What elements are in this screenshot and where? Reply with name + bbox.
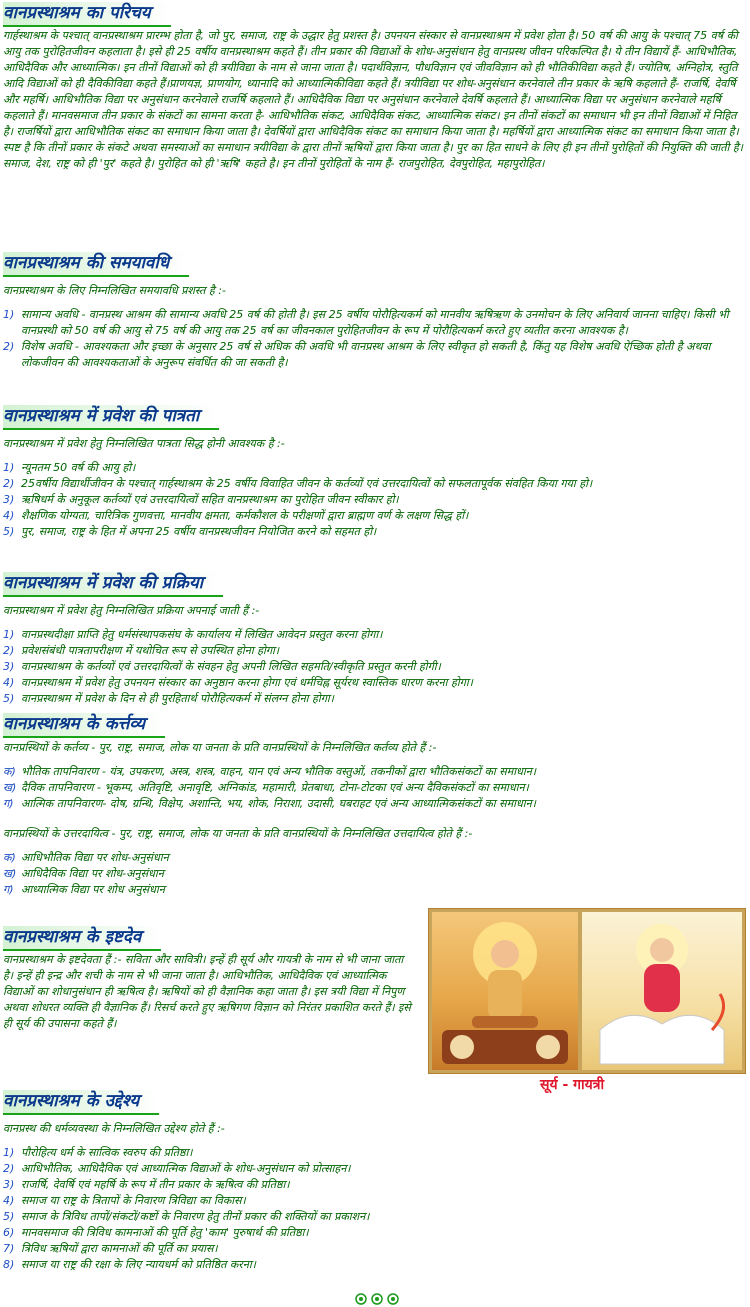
list-item [3, 796, 746, 812]
list-item-text: आधिभौतिक विद्या पर शोध-अनुसंधान [21, 851, 169, 864]
list-item [3, 524, 746, 540]
gayatri-image [582, 912, 742, 1070]
eligibility-list [3, 460, 746, 540]
list-marker: 5) [3, 692, 15, 705]
list-marker: ग) [3, 883, 14, 896]
section-heading: वानप्रस्थाश्रम में प्रवेश की प्रक्रिया [3, 572, 223, 597]
list-item [3, 339, 746, 371]
gayatri-figure [582, 912, 742, 1070]
list-item-text: वानप्रस्थाश्रम में प्रवेश के दिन से ही पुरहितार्थ पोरौहित्यकर्म में संलग्न होना होगा। [21, 692, 334, 705]
list-item [3, 1193, 746, 1209]
section-heading: वानप्रस्थाश्रम की समयावधि [3, 252, 189, 277]
list-item [3, 780, 746, 796]
responsibilities-list [3, 850, 746, 898]
list-item-text: भौतिक तापनिवारण - यंत्र, उपकरण, अस्त्र, शस्त्र, वाहन, यान एवं अन्य भौतिक वस्तुओं, तकनीकों द्वारा भौतिकसंकटों का समाधान। [21, 765, 536, 778]
list-item [3, 1145, 746, 1161]
section-objectives [3, 1090, 746, 1273]
list-marker: 5) [3, 1210, 15, 1223]
section-deities [3, 926, 415, 1032]
list-marker: 4) [3, 1194, 15, 1207]
list-marker: 1) [3, 461, 15, 474]
list-item-text: पौरोहित्य धर्म के सात्विक स्वरुप की प्रतिष्ठा। [21, 1146, 193, 1159]
section-heading: वानप्रस्थाश्रम के उद्देश्य [3, 1090, 159, 1115]
list-marker: 1) [3, 628, 15, 641]
list-marker: 2) [3, 340, 15, 353]
section-intro: वानप्रस्थियों के कर्तव्य - पुर, राष्ट्र, समाज, लोक या जनता के प्रति वानप्रस्थियों के निम्नलिखित कर्तव्य होते हैं :- [3, 741, 437, 754]
list-item-text: समाज या राष्ट्र के त्रितापों के निवारण त्रिविद्या का विकास। [21, 1194, 246, 1207]
intro-paragraph: गार्हस्थाश्रम के पश्चात् वानप्रस्थाश्रम प्रारम्भ होता है, जो पुर, समाज, राष्ट्र के उद्धार हेतु प्रशस्त है। उपनयन संस्कार से वानप्रस्थाश्रम में प्रवेश होता है। 50 वर्ष की आयु के पश्चात् 75 वर्ष की आयु तक पुरोहितजीवन कहलाता है। इसे ही 25 वर्षीय वानप्रस्थाश्रम कहते हैं। तीन प्रकार की विद्याओं के शोध-अनुसंधान हेतु वानप्रस्थ जीवन परिकल्पित है। ये तीन विद्यायें हैं- आधिभौतिक, आधिदैविक और आध्यात्मिक। इन तीनों विद्याओं को ही त्रयीविद्या के नाम से जाना जाता है। पदार्थविज्ञान, पौधविज्ञान एवं जीवविज्ञान को ही भौतिकीविद्या कहते हैं। ज्योतिष, अग्निहोत्र, स्तुति आदि विद्याओं को ही दैविकीविद्या कहते हैं।प्राणयज्ञ, प्राणयोग, ध्यानादि को आध्यात्मिकीविद्या कहते हैं। त्रयीविद्या पर शोध-अनुसंधान करनेवाले तीन प्रकार के ऋषि कहलाते हैं- राजर्षि, देवर्षि और महर्षि। आधिभौतिक विद्या पर अनुसंधान करनेवाले राजर्षि कहलाते हैं। आधिदैविक विद्या पर अनुसंधान करनेवाले देवर्षि कहलाते हैं। आध्यात्मिक विद्या पर अनुसंधान करनेवाले महर्षि कहलाते हैं। मानवसमाज तीन प्रकार के संकटों का सामना करता है- आधिभौतिक संकट, आधिदैविक संकट, आध्यात्मिक संकट। इन तीनों संकटों का समाधान भी इन तीनों विद्याओं में निहित है। राजर्षियों द्वारा आधिभौतिक संकट का समाधान किया जाता है। देवर्षियों द्वारा आधिदैविक संकट का समाधान किया जाता है। महर्षियों द्वारा आध्यात्मिक संकट का समाधान किया जाता है। स्पष्ट है कि तीनों प्रकार के संकटे अथवा समस्याओं का समाधान त्रयीविद्या के द्वारा तीनों ऋषियों द्वारा किया जाता है। पुर का हित साधने के लिए ही इन तीनों पुरोहितों की नियुक्ति की जाती है। समाज, देश, राष्ट्र को ही 'पुर' कहते है। पुरोहित को ही 'ऋषि' कहते है। इन तीनों पुरोहितों के नाम हैं- राजपुरोहित, देवपुरोहित, महापुरोहित। [3, 29, 743, 170]
surya-image [432, 912, 578, 1070]
list-item [3, 492, 746, 508]
list-item-text: पुर, समाज, राष्ट्र के हित में अपना 25 वर्षीय वानप्रस्थजीवन नियोजित करने को सहमत हो। [21, 525, 377, 538]
section-duration [3, 252, 746, 371]
list-item-text: प्रवेशसंबंधी पात्रतापरीक्षण में यथोचित रूप से उपस्थित होना होगा। [21, 644, 280, 657]
list-item-text: ऋषिधर्म के अनुकूल कर्तव्यों एवं उत्तरदायित्वों सहित वानप्रस्थाश्रम का पुरोहित जीवन स्वीकार हो। [21, 493, 399, 506]
list-item [3, 1177, 746, 1193]
list-item [3, 764, 746, 780]
list-marker: 3) [3, 660, 15, 673]
list-item-text: आत्मिक तापनिवारण- दोष, ग्रन्थि, विक्षेप, अशान्ति, भय, शोक, निराशा, उदासी, घबराहट एवं अन्य आध्यात्मिकसंकटों का समाधान। [21, 797, 536, 810]
section-heading: वानप्रस्थाश्रम में प्रवेश की पात्रता [3, 405, 219, 430]
list-marker: ग) [3, 797, 14, 810]
list-item [3, 307, 746, 339]
list-item-text: आधिदैविक विद्या पर शोध-अनुसंधान [21, 867, 164, 880]
list-item [3, 675, 746, 691]
list-marker: 7) [3, 1242, 15, 1255]
list-item-text: आध्यात्मिक विद्या पर शोध अनुसंधान [21, 883, 165, 896]
list-item [3, 508, 746, 524]
duties-list [3, 764, 746, 812]
section-introduction [3, 2, 746, 172]
list-marker: 8) [3, 1258, 15, 1271]
section-intro: वानप्रस्थाश्रम के लिए निम्नलिखित समयावधि प्रशस्त है :- [3, 284, 226, 297]
list-item-text: समाज के त्रिविध तापों/संकटों/कष्टों के निवारण हेतु तीनों प्रकार की शक्तियों का प्रकाशन। [21, 1210, 370, 1223]
list-item [3, 1161, 746, 1177]
list-item [3, 866, 746, 882]
list-item-text: सामान्य अवधि - वानप्रस्थ आश्रम की सामान्य अवधि 25 वर्ष की होती है। इस 25 वर्षीय पोरौहित्यकर्म को मानवीय ऋषिऋण के उनमोचन के लिए अनिवार्य जानना चाहिए। किसी भी वानप्रस्थी को 50 वर्ष की आयु से 75 वर्ष की आयु तक 25 वर्ष का जीवनकाल पुरोहितजीवन के रूप में पोरौहित्यकर्म करते हुए व्यतीत करना आवश्यक है। [21, 308, 729, 337]
section-heading: वानप्रस्थाश्रम का परिचय [3, 2, 171, 27]
surya-figure [432, 912, 578, 1070]
objectives-list [3, 1145, 746, 1273]
list-item [3, 1209, 746, 1225]
list-marker: 2) [3, 1162, 15, 1175]
responsibilities-intro: वानप्रस्थियों के उत्तरदायित्व - पुर, राष्ट्र, समाज, लोक या जनता के प्रति वानप्रस्थियों के निम्नलिखित उत्तदायित्व होते हैं :- [3, 827, 473, 840]
section-intro: वानप्रस्थाश्रम में प्रवेश हेतु निम्नलिखित पात्रता सिद्ध होनी आवश्यक है :- [3, 437, 285, 450]
list-item [3, 659, 746, 675]
list-item-text: वानप्रस्थदीक्षा प्राप्ति हेतु धर्मसंस्थापकसंघ के कार्यालय में लिखित आवेदन प्रस्तुत करना होगा। [21, 628, 383, 641]
list-item-text: न्यूनतम 50 वर्ष की आयु हो। [21, 461, 136, 474]
list-item [3, 643, 746, 659]
list-item-text: मानवसमाज की त्रिविध कामनाओं की पूर्ति हेतु 'काम' पुरुषार्थ की प्रतिष्ठा। [21, 1226, 309, 1239]
section-intro: वानप्रस्थ की धर्मव्यवस्था के निम्नलिखित उद्देश्य होते हैं :- [3, 1122, 225, 1135]
list-item-text: वानप्रस्थाश्रम में प्रवेश हेतु उपनयन संस्कार का अनुष्ठान करना होगा एवं धर्मचिह्न सूर्यरथ स्वास्तिक धारण करना होगा। [21, 676, 473, 689]
list-item-text: विशेष अवधि - आवश्यकता और इच्छा के अनुसार 25 वर्ष से अधिक की अवधि भी वानप्रस्थ आश्रम के लिए स्वीकृत हो सकती है, किंतु यह विशेष अवधि ऐच्छिक होती है अथवा लोकजीवन की आवश्यकताओं के अनुरूप संवर्धित की जा सकती है। [21, 340, 711, 369]
list-marker: ख) [3, 867, 17, 880]
list-item-text: दैविक तापनिवारण - भूकम्प, अतिवृष्टि, अनावृष्टि, अग्निकांड, महामारी, प्रेतबाधा, टोना-टोटका एवं अन्य दैविकसंकटों का समाधान। [21, 781, 529, 794]
list-marker: 3) [3, 1178, 15, 1191]
list-marker: क) [3, 851, 16, 864]
list-item [3, 460, 746, 476]
list-marker: 4) [3, 676, 15, 689]
list-item-text: राजर्षि, देवर्षि एवं महर्षि के रूप में तीन प्रकार के ऋषित्व की प्रतिष्ठा। [21, 1178, 290, 1191]
section-intro: वानप्रस्थाश्रम में प्रवेश हेतु निम्नलिखित प्रक्रिया अपनाई जाती हैं :- [3, 604, 260, 617]
list-marker: ख) [3, 781, 17, 794]
list-item [3, 1241, 746, 1257]
list-marker: 3) [3, 493, 15, 506]
section-process [3, 572, 746, 707]
section-duties [3, 713, 746, 898]
list-item-text: आधिभौतिक, आधिदैविक एवं आध्यात्मिक विद्याओं के शोध-अनुसंधान को प्रोत्साहन। [21, 1162, 351, 1175]
list-marker: 6) [3, 1226, 15, 1239]
list-item [3, 1225, 746, 1241]
list-marker: 1) [3, 1146, 15, 1159]
list-marker: 2) [3, 477, 15, 490]
deity-image [428, 908, 746, 1074]
list-item [3, 882, 746, 898]
duration-list [3, 307, 746, 371]
list-marker: क) [3, 765, 16, 778]
list-marker: 2) [3, 644, 15, 657]
list-item [3, 476, 746, 492]
section-heading: वानप्रस्थाश्रम के इष्टदेव [3, 926, 161, 951]
list-item [3, 627, 746, 643]
list-marker: 4) [3, 509, 15, 522]
list-item [3, 1257, 746, 1273]
section-eligibility [3, 405, 746, 540]
list-item-text: समाज या राष्ट्र की रक्षा के लिए न्यायधर्म को प्रतिष्ठित करना। [21, 1258, 256, 1271]
list-marker: 1) [3, 308, 15, 321]
footer-ornament-icon [352, 1292, 402, 1306]
list-marker: 5) [3, 525, 15, 538]
image-caption: सूर्य - गायत्री [540, 1077, 605, 1093]
deities-paragraph: वानप्रस्थाश्रम के इष्टदेवता हैं :- सविता और सावित्री। इन्हें ही सूर्य और गायत्री के नाम से भी जाना जाता है। इन्हें ही इन्द्र और शची के नाम से भी जाना जाता है। आधिभौतिक, आधिदैविक एवं आध्यात्मिक विद्याओं का शोधानुसंधान ही ऋषित्व है। ऋषियों को ही वैज्ञानिक कहा जाता है। इस त्रयी विद्या में निपुण अथवा शोधरत व्यक्ति ही वैज्ञानिक हैं। रिसर्च करते हुए ऋषिगण विज्ञान को निरंतर प्रकाशित करते हैं। इसे ही सूर्य की उपासना कहते हैं। [3, 953, 411, 1030]
process-list [3, 627, 746, 707]
list-item [3, 691, 746, 707]
list-item-text: शैक्षणिक योग्यता, चारित्रिक गुणवत्ता, मानवीय क्षमता, कर्मकौशल के परीक्षणों द्वारा ब्राह्मण वर्ण के लक्षण सिद्ध हों। [21, 509, 469, 522]
list-item-text: त्रिविध ऋषियों द्वारा कामनाओं की पूर्ति का प्रयास। [21, 1242, 218, 1255]
list-item [3, 850, 746, 866]
list-item-text: 25वर्षीय विद्यार्थीजीवन के पश्चात् गार्हस्थाश्रम के 25 वर्षीय विवाहित जीवन के कर्तव्यों एवं उत्तरदायित्वों को सफलतापूर्वक संवहित किया गया हो। [21, 477, 593, 490]
section-heading: वानप्रस्थाश्रम के कर्त्तव्य [3, 713, 165, 738]
list-item-text: वानप्रस्थाश्रम के कर्तव्यों एवं उत्तरदायित्वों के संवहन हेतु अपनी लिखित सहमति/स्वीकृति प्रस्तुत करनी होगी। [21, 660, 441, 673]
